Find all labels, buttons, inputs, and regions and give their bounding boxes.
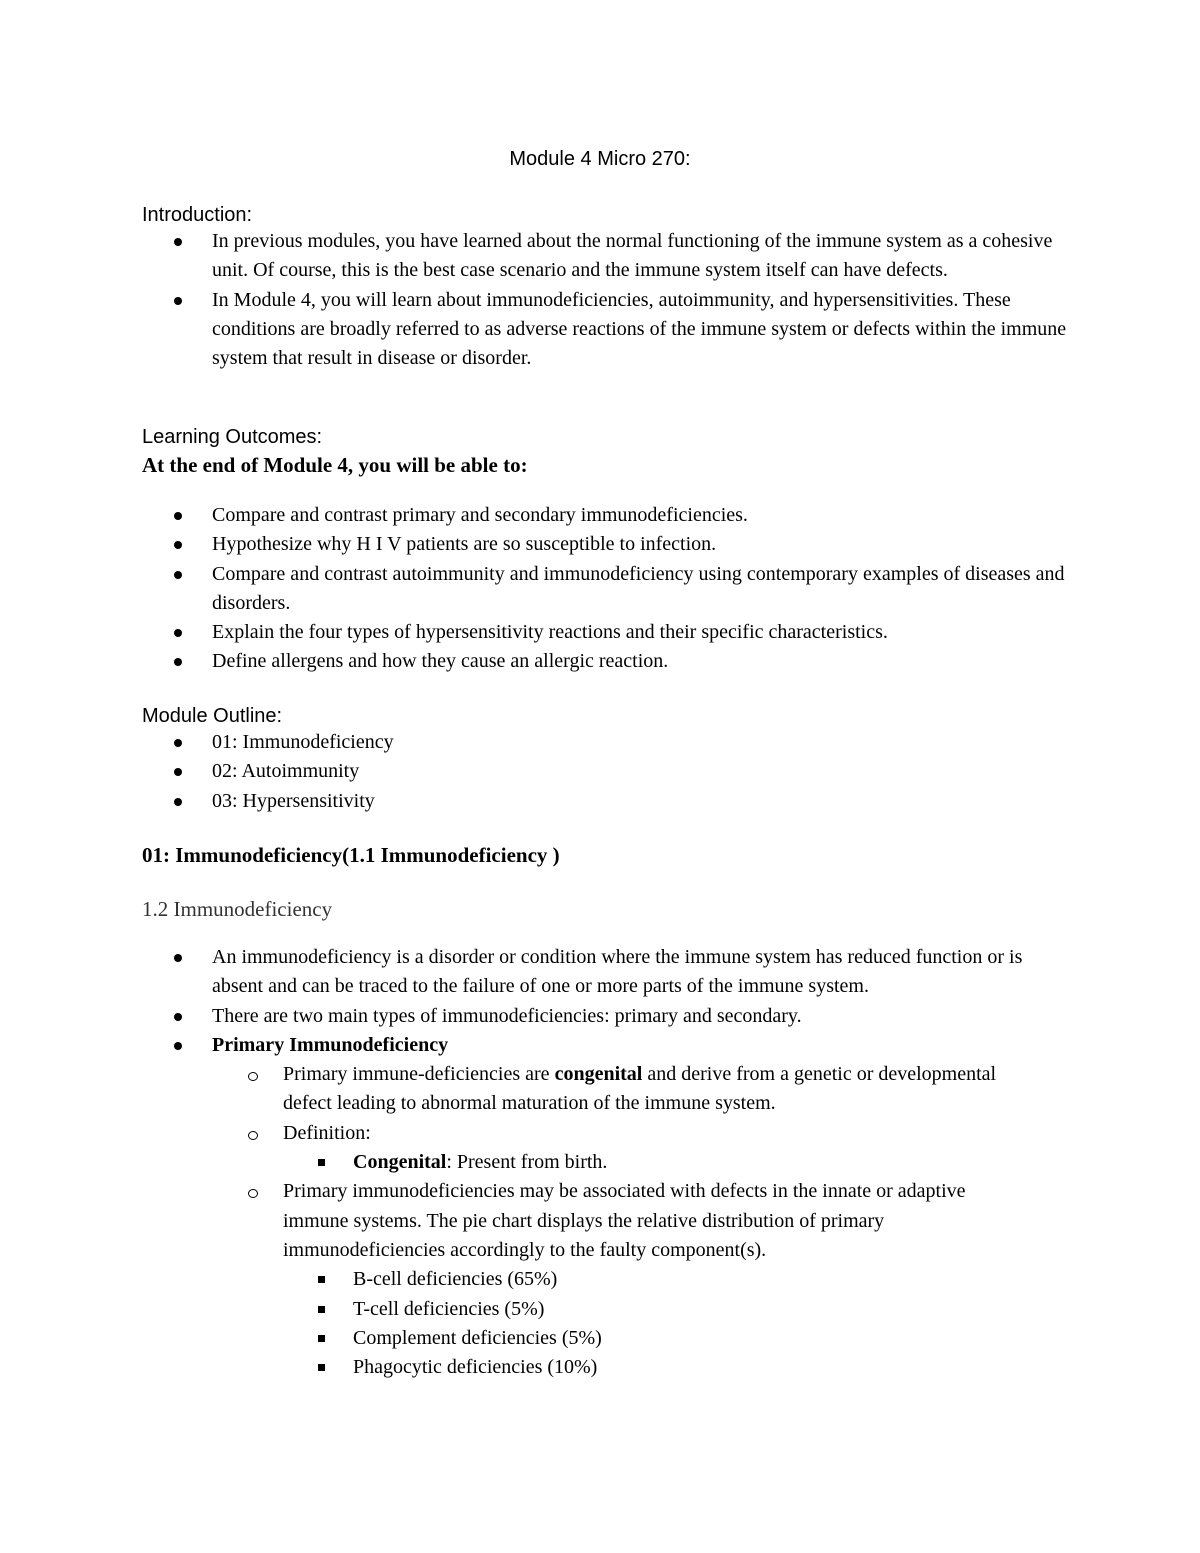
bullet-icon xyxy=(174,1042,182,1050)
list-item-text: In Module 4, you will learn about immunodeficiencies, autoimmunity, and hypersensitivities. These conditions are broadly referred to as adverse reactions of the immune system or defects within the immune system that result in disease or disorder. xyxy=(212,288,1067,370)
list-item-text: 02: Autoimmunity xyxy=(212,760,360,783)
list-item-text: T-cell deficiencies (5%) xyxy=(353,1297,545,1320)
bullet-icon xyxy=(174,739,182,747)
bullet-icon xyxy=(174,629,182,637)
module-outline-list xyxy=(0,728,1072,816)
section-01-heading-rest: (1.1 Immunodeficiency ) xyxy=(342,843,560,867)
bullet-icon xyxy=(174,297,182,305)
list-item xyxy=(0,943,1072,1002)
square-bullet-icon xyxy=(318,1335,325,1342)
list-item xyxy=(0,501,1072,530)
square-bullet-icon xyxy=(318,1159,325,1166)
list-item-text: Hypothesize why H I V patients are so susceptible to infection. xyxy=(212,533,717,556)
list-item-text: Primary immune-deficiencies are xyxy=(283,1063,555,1086)
bullet-icon xyxy=(174,1013,182,1021)
list-item-text: 03: Hypersensitivity xyxy=(212,789,375,812)
list-item xyxy=(0,1031,1072,1060)
list-item xyxy=(0,757,1072,786)
list-item xyxy=(0,1324,1033,1353)
section-01-subheading: 1.2 Immunodeficiency xyxy=(142,897,333,921)
list-item xyxy=(0,618,1072,647)
square-bullet-icon xyxy=(318,1276,325,1283)
list-item-text: B-cell deficiencies (65%) xyxy=(353,1268,558,1291)
list-item xyxy=(0,560,1072,619)
bullet-icon xyxy=(174,768,182,776)
bullet-icon xyxy=(174,512,182,520)
page-title: Module 4 Micro 270: xyxy=(509,148,691,170)
section-01-heading-bold: 01: Immunodeficiency xyxy=(142,843,343,867)
list-item-text: Compare and contrast autoimmunity and immunodeficiency using contemporary examples of diseases and disorders. xyxy=(212,562,1065,614)
bullet-icon xyxy=(174,798,182,806)
square-bullet-icon xyxy=(318,1306,325,1313)
bullet-icon xyxy=(174,954,182,962)
list-item xyxy=(0,1060,1023,1119)
list-item-text: and derive from a genetic or developmental defect leading to abnormal maturation of the immune system. xyxy=(283,1063,997,1115)
list-item-text: Primary immunodeficiencies may be associated with defects in the innate or adaptive immune systems. The pie chart displays the relative distribution of primary immunodeficiencies accordingly to the faulty component(s). xyxy=(283,1180,966,1261)
hollow-bullet-icon xyxy=(248,1189,258,1198)
primary-immunodeficiency-heading: Primary Immunodeficiency xyxy=(212,1033,449,1056)
introduction-list xyxy=(0,227,1072,373)
introduction-heading: Introduction: xyxy=(142,204,253,226)
learning-outcomes-lead: At the end of Module 4, you will be able to: xyxy=(142,453,528,477)
list-item xyxy=(0,1177,1023,1265)
list-item xyxy=(0,1119,1023,1148)
list-item xyxy=(0,227,1072,286)
bullet-icon xyxy=(174,571,182,579)
square-bullet-icon xyxy=(318,1364,325,1371)
list-item-text: Explain the four types of hypersensitivity reactions and their specific characteristics. xyxy=(212,621,888,644)
list-item xyxy=(0,1353,1033,1382)
learning-outcomes-heading: Learning Outcomes: xyxy=(142,426,323,448)
list-item-text: Phagocytic deficiencies (10%) xyxy=(353,1356,598,1379)
list-item-text: Compare and contrast primary and secondary immunodeficiencies. xyxy=(212,504,748,526)
list-item xyxy=(0,530,1072,559)
list-item xyxy=(0,728,1072,757)
section-01-heading xyxy=(142,842,560,868)
list-item-text: There are two main types of immunodeficiencies: primary and secondary. xyxy=(212,1004,802,1027)
list-item-text: Complement deficiencies (5%) xyxy=(353,1326,602,1349)
list-item xyxy=(0,1265,1033,1294)
list-item xyxy=(0,1002,1072,1031)
list-item xyxy=(0,787,1072,816)
bullet-icon xyxy=(174,541,182,549)
bullet-icon xyxy=(174,238,182,246)
list-item xyxy=(0,286,1072,374)
list-item-text: An immunodeficiency is a disorder or condition where the immune system has reduced function or is absent and can be traced to the failure of one or more parts of the immune system. xyxy=(212,946,1023,998)
module-outline-heading: Module Outline: xyxy=(142,705,283,727)
list-item-text: In previous modules, you have learned about the normal functioning of the immune system as a cohesive unit. Of course, this is the best case scenario and the immune system itself can have defects. xyxy=(212,230,1053,282)
definition-term: Congenital xyxy=(353,1151,447,1174)
section-01-list xyxy=(0,943,1072,1382)
hollow-bullet-icon xyxy=(248,1131,258,1140)
bullet-icon xyxy=(174,658,182,666)
list-item xyxy=(0,1148,1033,1177)
learning-outcomes-list xyxy=(0,501,1072,677)
list-item-text: 01: Immunodeficiency xyxy=(212,731,394,753)
definition-label: Definition: xyxy=(283,1121,371,1144)
definition-text: : Present from birth. xyxy=(446,1151,608,1174)
congenital-term: congenital xyxy=(554,1063,643,1086)
list-item xyxy=(0,1295,1033,1324)
list-item-text: Define allergens and how they cause an allergic reaction. xyxy=(212,650,669,673)
list-item xyxy=(0,647,1072,676)
hollow-bullet-icon xyxy=(248,1072,258,1081)
